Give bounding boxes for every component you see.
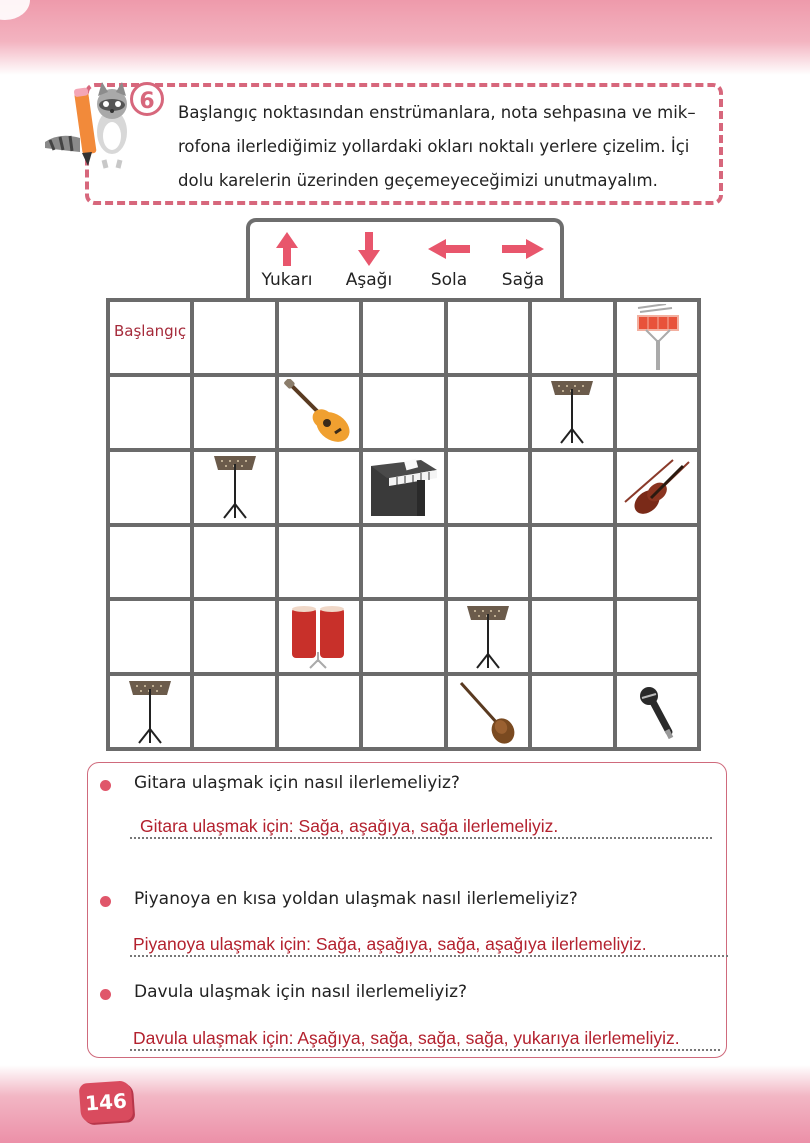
legend-up: [252, 232, 322, 290]
answer-line-2[interactable]: [130, 955, 728, 957]
grid-cell[interactable]: [448, 377, 528, 448]
guitar-icon: [283, 379, 355, 445]
grid-cell-guitar[interactable]: [279, 377, 359, 448]
music-stand-icon: [465, 604, 511, 670]
grid-cell[interactable]: [532, 527, 612, 598]
grid-cell[interactable]: [110, 527, 190, 598]
answer-2: Piyanoya ulaşmak için: Sağa, aşağıya, sağa, aşağıya ilerlemeliyiz.: [133, 934, 647, 954]
grid-cell[interactable]: [279, 302, 359, 373]
piano-icon: [367, 456, 439, 518]
grid-cell-music-stand[interactable]: [110, 676, 190, 747]
grid-cell-violin[interactable]: [617, 452, 697, 523]
drum-icon: [286, 604, 352, 670]
xylophone-icon: [632, 304, 682, 370]
grid-cell-baglama[interactable]: [448, 676, 528, 747]
violin-icon: [621, 456, 693, 518]
answer-line-1[interactable]: [130, 837, 712, 839]
legend-label: Aşağı: [345, 270, 393, 290]
legend-right: [488, 232, 558, 290]
instruction-line: Başlangıç noktasından enstrümanlara, nota sehpasına ve mik–: [178, 103, 696, 122]
grid-cell[interactable]: [110, 452, 190, 523]
instruction-text: [178, 96, 718, 198]
question-1: Gitara ulaşmak için nasıl ilerlemeliyiz?: [134, 773, 460, 793]
grid-cell[interactable]: [363, 601, 443, 672]
baglama-icon: [457, 679, 519, 745]
legend-left: [414, 232, 484, 290]
music-stand-icon: [127, 679, 173, 745]
grid-cell-music-stand[interactable]: [448, 601, 528, 672]
grid-cell-xylophone[interactable]: [617, 302, 697, 373]
grid-cell[interactable]: [532, 452, 612, 523]
grid-cell[interactable]: [194, 601, 274, 672]
instruction-line: rofona ilerlediğimiz yollardaki okları noktalı yerlere çizelim. İçi: [178, 137, 690, 156]
grid-cell[interactable]: [194, 302, 274, 373]
grid-cell[interactable]: [110, 601, 190, 672]
grid-cell[interactable]: [279, 527, 359, 598]
grid-cell[interactable]: [194, 377, 274, 448]
start-label: Başlangıç: [114, 322, 187, 340]
bullet-dot: [100, 989, 111, 1000]
legend-label: Sola: [430, 270, 468, 290]
direction-legend: [246, 218, 564, 300]
question-3: Davula ulaşmak için nasıl ilerlemeliyiz?: [134, 982, 468, 1002]
arrow-left-icon: [428, 239, 470, 259]
answer-1: Gitara ulaşmak için: Sağa, aşağıya, sağa ilerlemeliyiz.: [140, 816, 559, 836]
legend-label: Yukarı: [261, 270, 313, 290]
top-decorative-band: [0, 0, 810, 75]
arrow-down-icon: [358, 232, 380, 266]
legend-down: [334, 232, 404, 290]
microphone-icon: [637, 684, 677, 740]
grid-cell[interactable]: [363, 527, 443, 598]
grid-cell[interactable]: [448, 452, 528, 523]
grid-cell[interactable]: [194, 676, 274, 747]
instruction-line: dolu karelerin üzerinden geçemeyeceğimizi unutmayalım.: [178, 171, 658, 190]
grid-cell[interactable]: [532, 302, 612, 373]
grid-cell[interactable]: [363, 676, 443, 747]
music-stand-icon: [212, 454, 258, 520]
questions-box: [87, 762, 727, 1058]
grid-cell[interactable]: [363, 377, 443, 448]
grid-cell[interactable]: [532, 601, 612, 672]
grid-cell[interactable]: [279, 676, 359, 747]
answer-3: Davula ulaşmak için: Aşağıya, sağa, sağa, sağa, yukarıya ilerlemeliyiz.: [133, 1028, 680, 1048]
bullet-dot: [100, 780, 111, 791]
legend-label: Sağa: [501, 270, 545, 290]
grid-cell-drum[interactable]: [279, 601, 359, 672]
grid-cell[interactable]: [617, 527, 697, 598]
grid-cell-start[interactable]: [110, 302, 190, 373]
grid-cell-piano[interactable]: [363, 452, 443, 523]
answer-line-3[interactable]: [130, 1049, 720, 1051]
grid-cell[interactable]: [194, 527, 274, 598]
grid-cell[interactable]: [532, 676, 612, 747]
bullet-dot: [100, 896, 111, 907]
grid-cell[interactable]: [448, 302, 528, 373]
page-number-badge: 146: [79, 1080, 134, 1124]
grid-cell[interactable]: [617, 377, 697, 448]
raccoon-mascot-icon: [40, 80, 140, 170]
arrow-up-icon: [276, 232, 298, 266]
grid-cell[interactable]: [363, 302, 443, 373]
grid-cell[interactable]: [110, 377, 190, 448]
arrow-right-icon: [502, 239, 544, 259]
grid-cell-music-stand[interactable]: [532, 377, 612, 448]
grid-cell[interactable]: [448, 527, 528, 598]
grid-cell[interactable]: [279, 452, 359, 523]
music-stand-icon: [549, 379, 595, 445]
grid-cell-music-stand[interactable]: [194, 452, 274, 523]
maze-grid: [106, 298, 701, 751]
question-2: Piyanoya en kısa yoldan ulaşmak nasıl ilerlemeliyiz?: [134, 889, 578, 909]
grid-cell-microphone[interactable]: [617, 676, 697, 747]
grid-cell[interactable]: [617, 601, 697, 672]
question-number-badge: 6: [130, 82, 164, 116]
